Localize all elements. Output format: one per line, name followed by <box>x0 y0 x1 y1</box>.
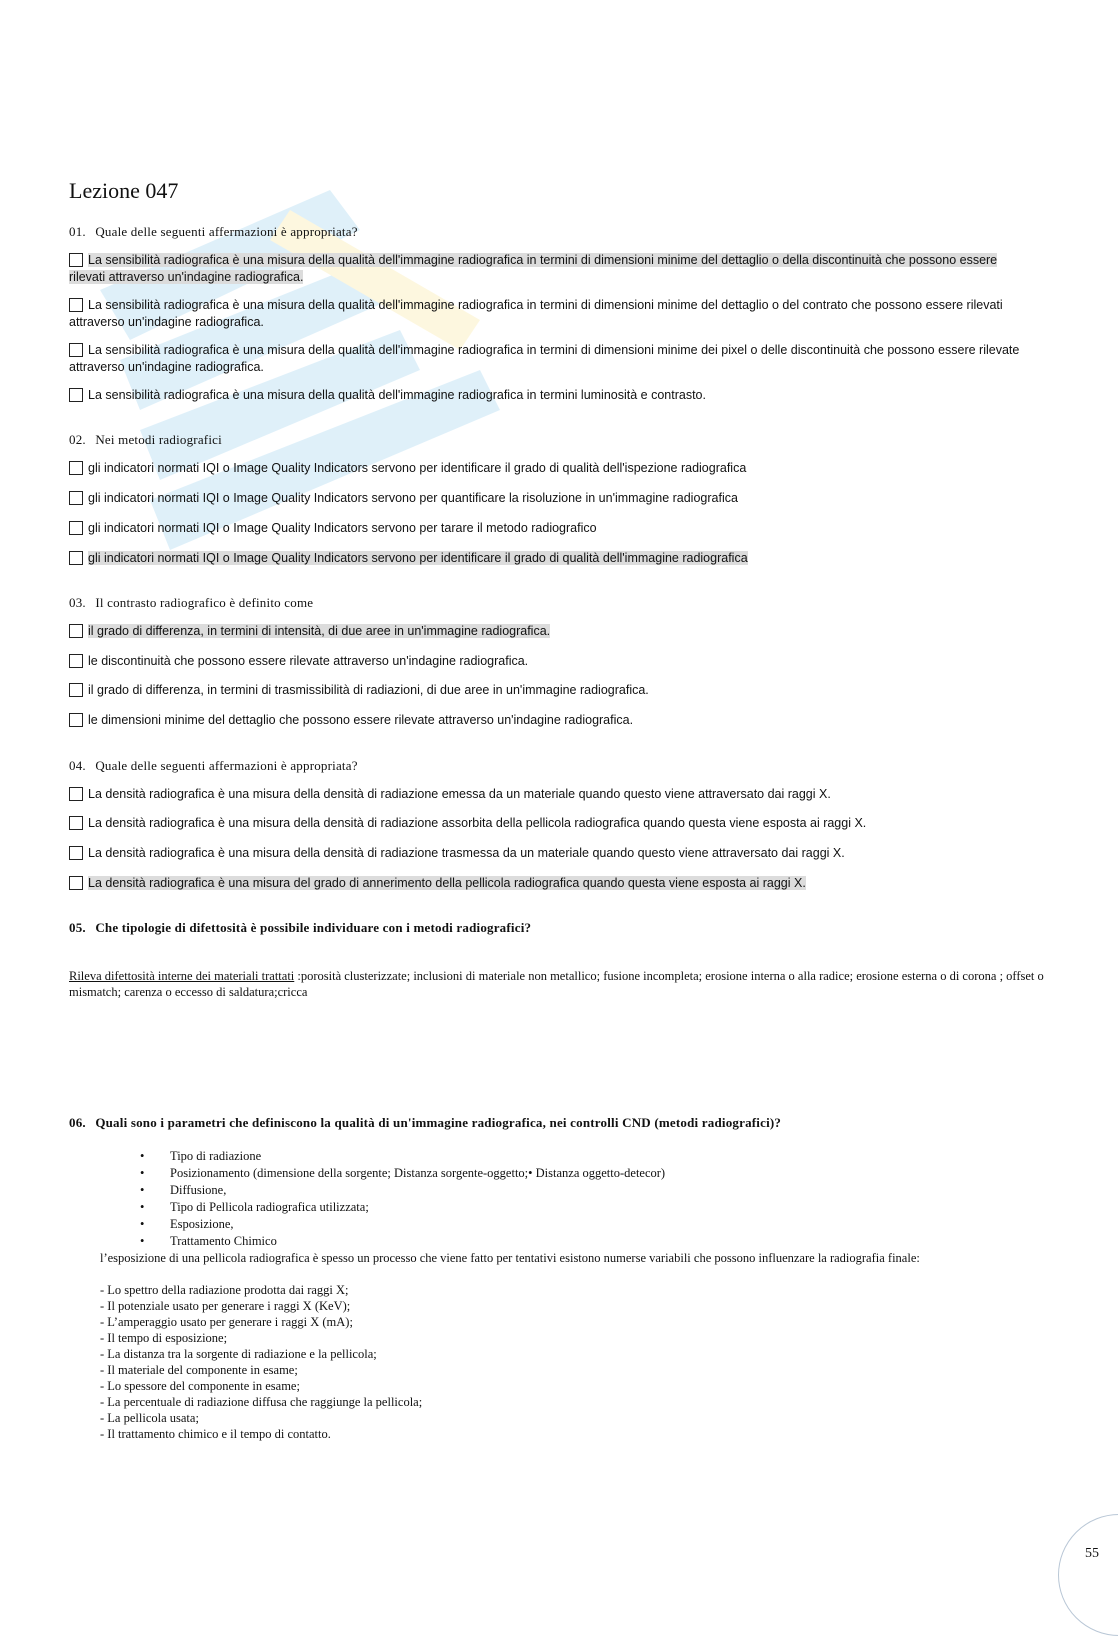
option-text: le dimensioni minime del dettaglio che possono essere rilevate attraverso un'indagine radiografica. <box>88 713 634 727</box>
option-text: gli indicatori normati IQI o Image Quality Indicators servono per tarare il metodo radiografico <box>88 521 597 535</box>
question-01 <box>69 224 358 240</box>
question-text: Che tipologie di difettosità è possibile individuare con i metodi radiografici? <box>95 920 532 935</box>
list-item: - Il trattamento chimico e il tempo di contatto. <box>100 1427 331 1441</box>
question-number: 05. <box>69 920 86 935</box>
q6-paragraph: l’esposizione di una pellicola radiografica è spesso un processo che viene fatto per tentativi esistono numerse variabili che possono influenzare la radiografia finale: <box>100 1251 920 1265</box>
question-text: Quale delle seguenti affermazioni è appropriata? <box>95 224 358 239</box>
q2-option-d <box>69 550 1029 567</box>
list-item: - Il potenziale usato per generare i raggi X (KeV); <box>100 1299 351 1313</box>
checkbox[interactable] <box>69 713 83 727</box>
option-text: il grado di differenza, in termini di trasmissibilità di radiazioni, di due aree in un'immagine radiografica. <box>88 683 649 697</box>
option-text: La sensibilità radiografica è una misura della qualità dell'immagine radiografica in termini di dimensioni minime dei pixel o delle discontinuità che possono essere rilevate attraverso un'indagine radiografica. <box>69 343 1020 374</box>
checkbox[interactable] <box>69 787 83 801</box>
page-number: 55 <box>1085 1546 1099 1561</box>
q2-option-b <box>69 490 1029 507</box>
q4-option-b <box>69 815 1029 832</box>
list-item: • Diffusione, <box>140 1182 665 1199</box>
answer-text: :porosità clusterizzate; inclusioni di materiale non metallico; fusione incompleta; erosione interna o alla radice; erosione esterna o di corona ; offset o mismatch; carenza o eccesso di saldatura;cricca <box>69 969 1044 999</box>
q3-option-a <box>69 623 1029 640</box>
option-text: il grado di differenza, in termini di intensità, di due aree in un'immagine radiografica. <box>88 624 551 638</box>
list-item: • Posizionamento (dimensione della sorgente; Distanza sorgente-oggetto;• Distanza oggetto-detecor) <box>140 1165 665 1182</box>
page-number-decoration <box>1058 1514 1118 1636</box>
q2-option-a <box>69 460 1029 477</box>
checkbox[interactable] <box>69 551 83 565</box>
question-number: 04. <box>69 758 86 773</box>
list-item: - Lo spettro della radiazione prodotta dai raggi X; <box>100 1283 349 1297</box>
checkbox[interactable] <box>69 683 83 697</box>
q3-option-c <box>69 682 1029 699</box>
question-04 <box>69 758 358 774</box>
checkbox[interactable] <box>69 343 83 357</box>
question-number: 02. <box>69 432 86 447</box>
q1-option-b <box>69 297 1029 331</box>
checkbox[interactable] <box>69 876 83 890</box>
q3-option-b <box>69 653 1029 670</box>
option-text: La densità radiografica è una misura della densità di radiazione emessa da un materiale quando questo viene attraversato dai raggi X. <box>88 787 831 801</box>
option-text: gli indicatori normati IQI o Image Quality Indicators servono per identificare il grado di qualità dell'ispezione radiografica <box>88 461 747 475</box>
checkbox[interactable] <box>69 491 83 505</box>
option-text: La sensibilità radiografica è una misura della qualità dell'immagine radiografica in termini luminosità e contrasto. <box>88 388 706 402</box>
question-03 <box>69 595 313 611</box>
question-text: Il contrasto radiografico è definito come <box>95 595 314 610</box>
question-text: Quale delle seguenti affermazioni è appropriata? <box>95 758 358 773</box>
checkbox[interactable] <box>69 388 83 402</box>
checkbox[interactable] <box>69 521 83 535</box>
checkbox[interactable] <box>69 624 83 638</box>
q1-option-d <box>69 387 1029 404</box>
list-item: • Trattamento Chimico <box>140 1233 665 1250</box>
list-item: • Tipo di Pellicola radiografica utilizzata; <box>140 1199 665 1216</box>
q2-option-c <box>69 520 1029 537</box>
question-number: 06. <box>69 1115 86 1130</box>
q6-dash-list <box>100 1282 422 1442</box>
answer-underlined: Rileva difettosità interne dei materiali trattati <box>69 969 295 983</box>
question-02 <box>69 432 222 448</box>
list-item: - La percentuale di radiazione diffusa che raggiunge la pellicola; <box>100 1395 423 1409</box>
question-text: Quali sono i parametri che definiscono la qualità di un'immagine radiografica, nei controlli CND (metodi radiografici)? <box>95 1115 782 1130</box>
checkbox[interactable] <box>69 816 83 830</box>
option-text: La sensibilità radiografica è una misura della qualità dell'immagine radiografica in termini di dimensioni minime del dettaglio o della discontinuità che possono essere rilevati attraverso un'indagine radiografica. <box>69 253 998 284</box>
list-item: - La distanza tra la sorgente di radiazione e la pellicola; <box>100 1347 377 1361</box>
page-title: Lezione 047 <box>69 178 179 203</box>
checkbox[interactable] <box>69 461 83 475</box>
q3-option-d <box>69 712 1029 729</box>
list-item: - Il materiale del componente in esame; <box>100 1363 298 1377</box>
option-text: La sensibilità radiografica è una misura della qualità dell'immagine radiografica in termini di dimensioni minime del dettaglio o del contrato che possono essere rilevati attraverso un'indagine radiografica. <box>69 298 1003 329</box>
list-item: - Lo spessore del componente in esame; <box>100 1379 300 1393</box>
q6-bullet-list <box>140 1148 665 1250</box>
list-item: - La pellicola usata; <box>100 1411 199 1425</box>
q1-option-c <box>69 342 1029 376</box>
q4-option-a <box>69 786 1029 803</box>
list-item: - L’amperaggio usato per generare i raggi X (mA); <box>100 1315 353 1329</box>
option-text: le discontinuità che possono essere rilevate attraverso un'indagine radiografica. <box>88 654 529 668</box>
question-text: Nei metodi radiografici <box>95 432 222 447</box>
list-item: - Il tempo di esposizione; <box>100 1331 228 1345</box>
question-number: 03. <box>69 595 86 610</box>
checkbox[interactable] <box>69 654 83 668</box>
option-text: La densità radiografica è una misura del grado di annerimento della pellicola radiografica quando questa viene esposta ai raggi X. <box>88 876 806 890</box>
question-number: 01. <box>69 224 86 239</box>
logo-watermark-icon <box>60 170 520 640</box>
option-text: gli indicatori normati IQI o Image Quality Indicators servono per identificare il grado di qualità dell'immagine radiografica <box>88 551 748 565</box>
option-text: La densità radiografica è una misura della densità di radiazione trasmessa da un materiale quando questo viene attraversato dai raggi X. <box>88 846 845 860</box>
option-text: gli indicatori normati IQI o Image Quality Indicators servono per quantificare la risoluzione in un'immagine radiografica <box>88 491 738 505</box>
list-item: • Tipo di radiazione <box>140 1148 665 1165</box>
checkbox[interactable] <box>69 298 83 312</box>
q4-option-d <box>69 875 1029 892</box>
q4-option-c <box>69 845 1029 862</box>
checkbox[interactable] <box>69 846 83 860</box>
q5-answer <box>69 968 1069 1000</box>
checkbox[interactable] <box>69 253 83 267</box>
q1-option-a <box>69 252 1029 286</box>
list-item: • Esposizione, <box>140 1216 665 1233</box>
question-05 <box>69 920 531 936</box>
option-text: La densità radiografica è una misura della densità di radiazione assorbita della pellicola radiografica quando questa viene esposta ai raggi X. <box>88 816 867 830</box>
question-06 <box>69 1115 781 1131</box>
